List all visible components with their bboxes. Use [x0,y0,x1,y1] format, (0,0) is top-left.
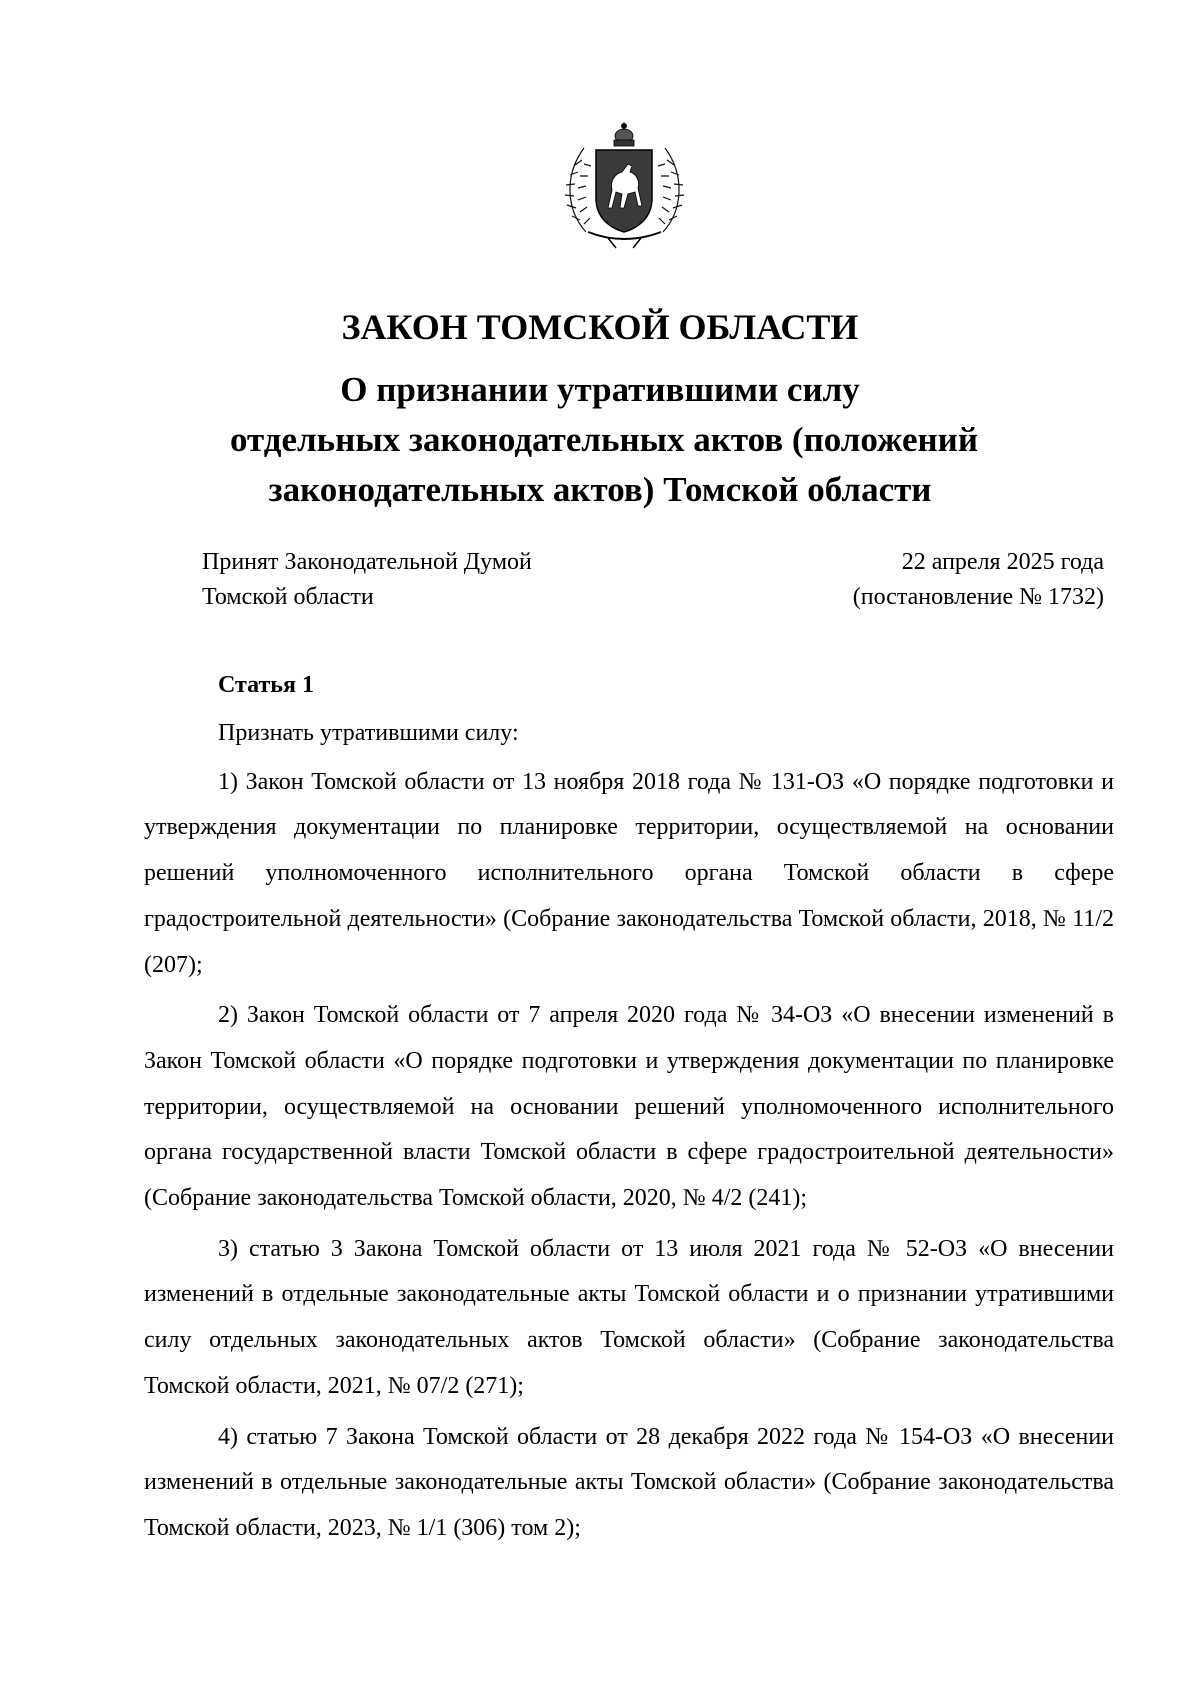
law-subtitle [230,365,978,515]
article-body [144,711,1114,1557]
adopted-by-line: Принят Законодательной Думой [202,549,532,575]
law-subtitle-line: О признании утратившими силу [340,370,860,409]
law-title: ЗАКОН ТОМСКОЙ ОБЛАСТИ [341,307,859,347]
article-item: 1) Закон Томской области от 13 ноября 2018 года № 131-ОЗ «О порядке подготовки и утверждения документации по планировке территории, осуществляемой на основании решений уполномоченного исполнительного органа Томской области в сфере градостроительной деятельности» (Собрание законодательства Томской области, 2018, № 11/2 (207); [144,768,1114,978]
article-intro: Признать утратившими силу: [218,720,519,746]
article-item: 3) статью 3 Закона Томской области от 13 июля 2021 года № 52-ОЗ «О внесении изменений в отдельные законодательные акты Томской области и о признании утратившими силу отдельных законодательных актов Томской области» (Собрание законодательства Томской области, 2021, № 07/2 (271); [144,1235,1114,1399]
article-heading: Статья 1 [218,672,314,698]
adoption-date-line: 22 апреля 2025 года [901,549,1104,575]
coat-of-arms-icon [558,120,691,251]
article-item: 2) Закон Томской области от 7 апреля 2020 года № 34-ОЗ «О внесении изменений в Закон Томской области «О порядке подготовки и утверждения документации по планировке территории, осуществляемой на основании решений уполномоченного исполнительного органа государственной власти Томской области в сфере градостроительной деятельности» (Собрание законодательства Томской области, 2020, № 4/2 (241); [144,1002,1114,1212]
article-item: 4) статью 7 Закона Томской области от 28 декабря 2022 года № 154-ОЗ «О внесении изменений в отдельные законодательные акты Томской области» (Собрание законодательства Томской области, 2023, № 1/1 (306) том 2); [144,1423,1114,1541]
law-subtitle-line: законодательных актов) Томской области [268,470,932,509]
adoption-date [853,545,1104,615]
adopted-by [202,545,532,615]
resolution-number: (постановление № 1732) [852,584,1104,610]
adopted-by-line: Томской области [202,584,374,610]
law-subtitle-line: отдельных законодательных актов (положений [230,420,978,459]
